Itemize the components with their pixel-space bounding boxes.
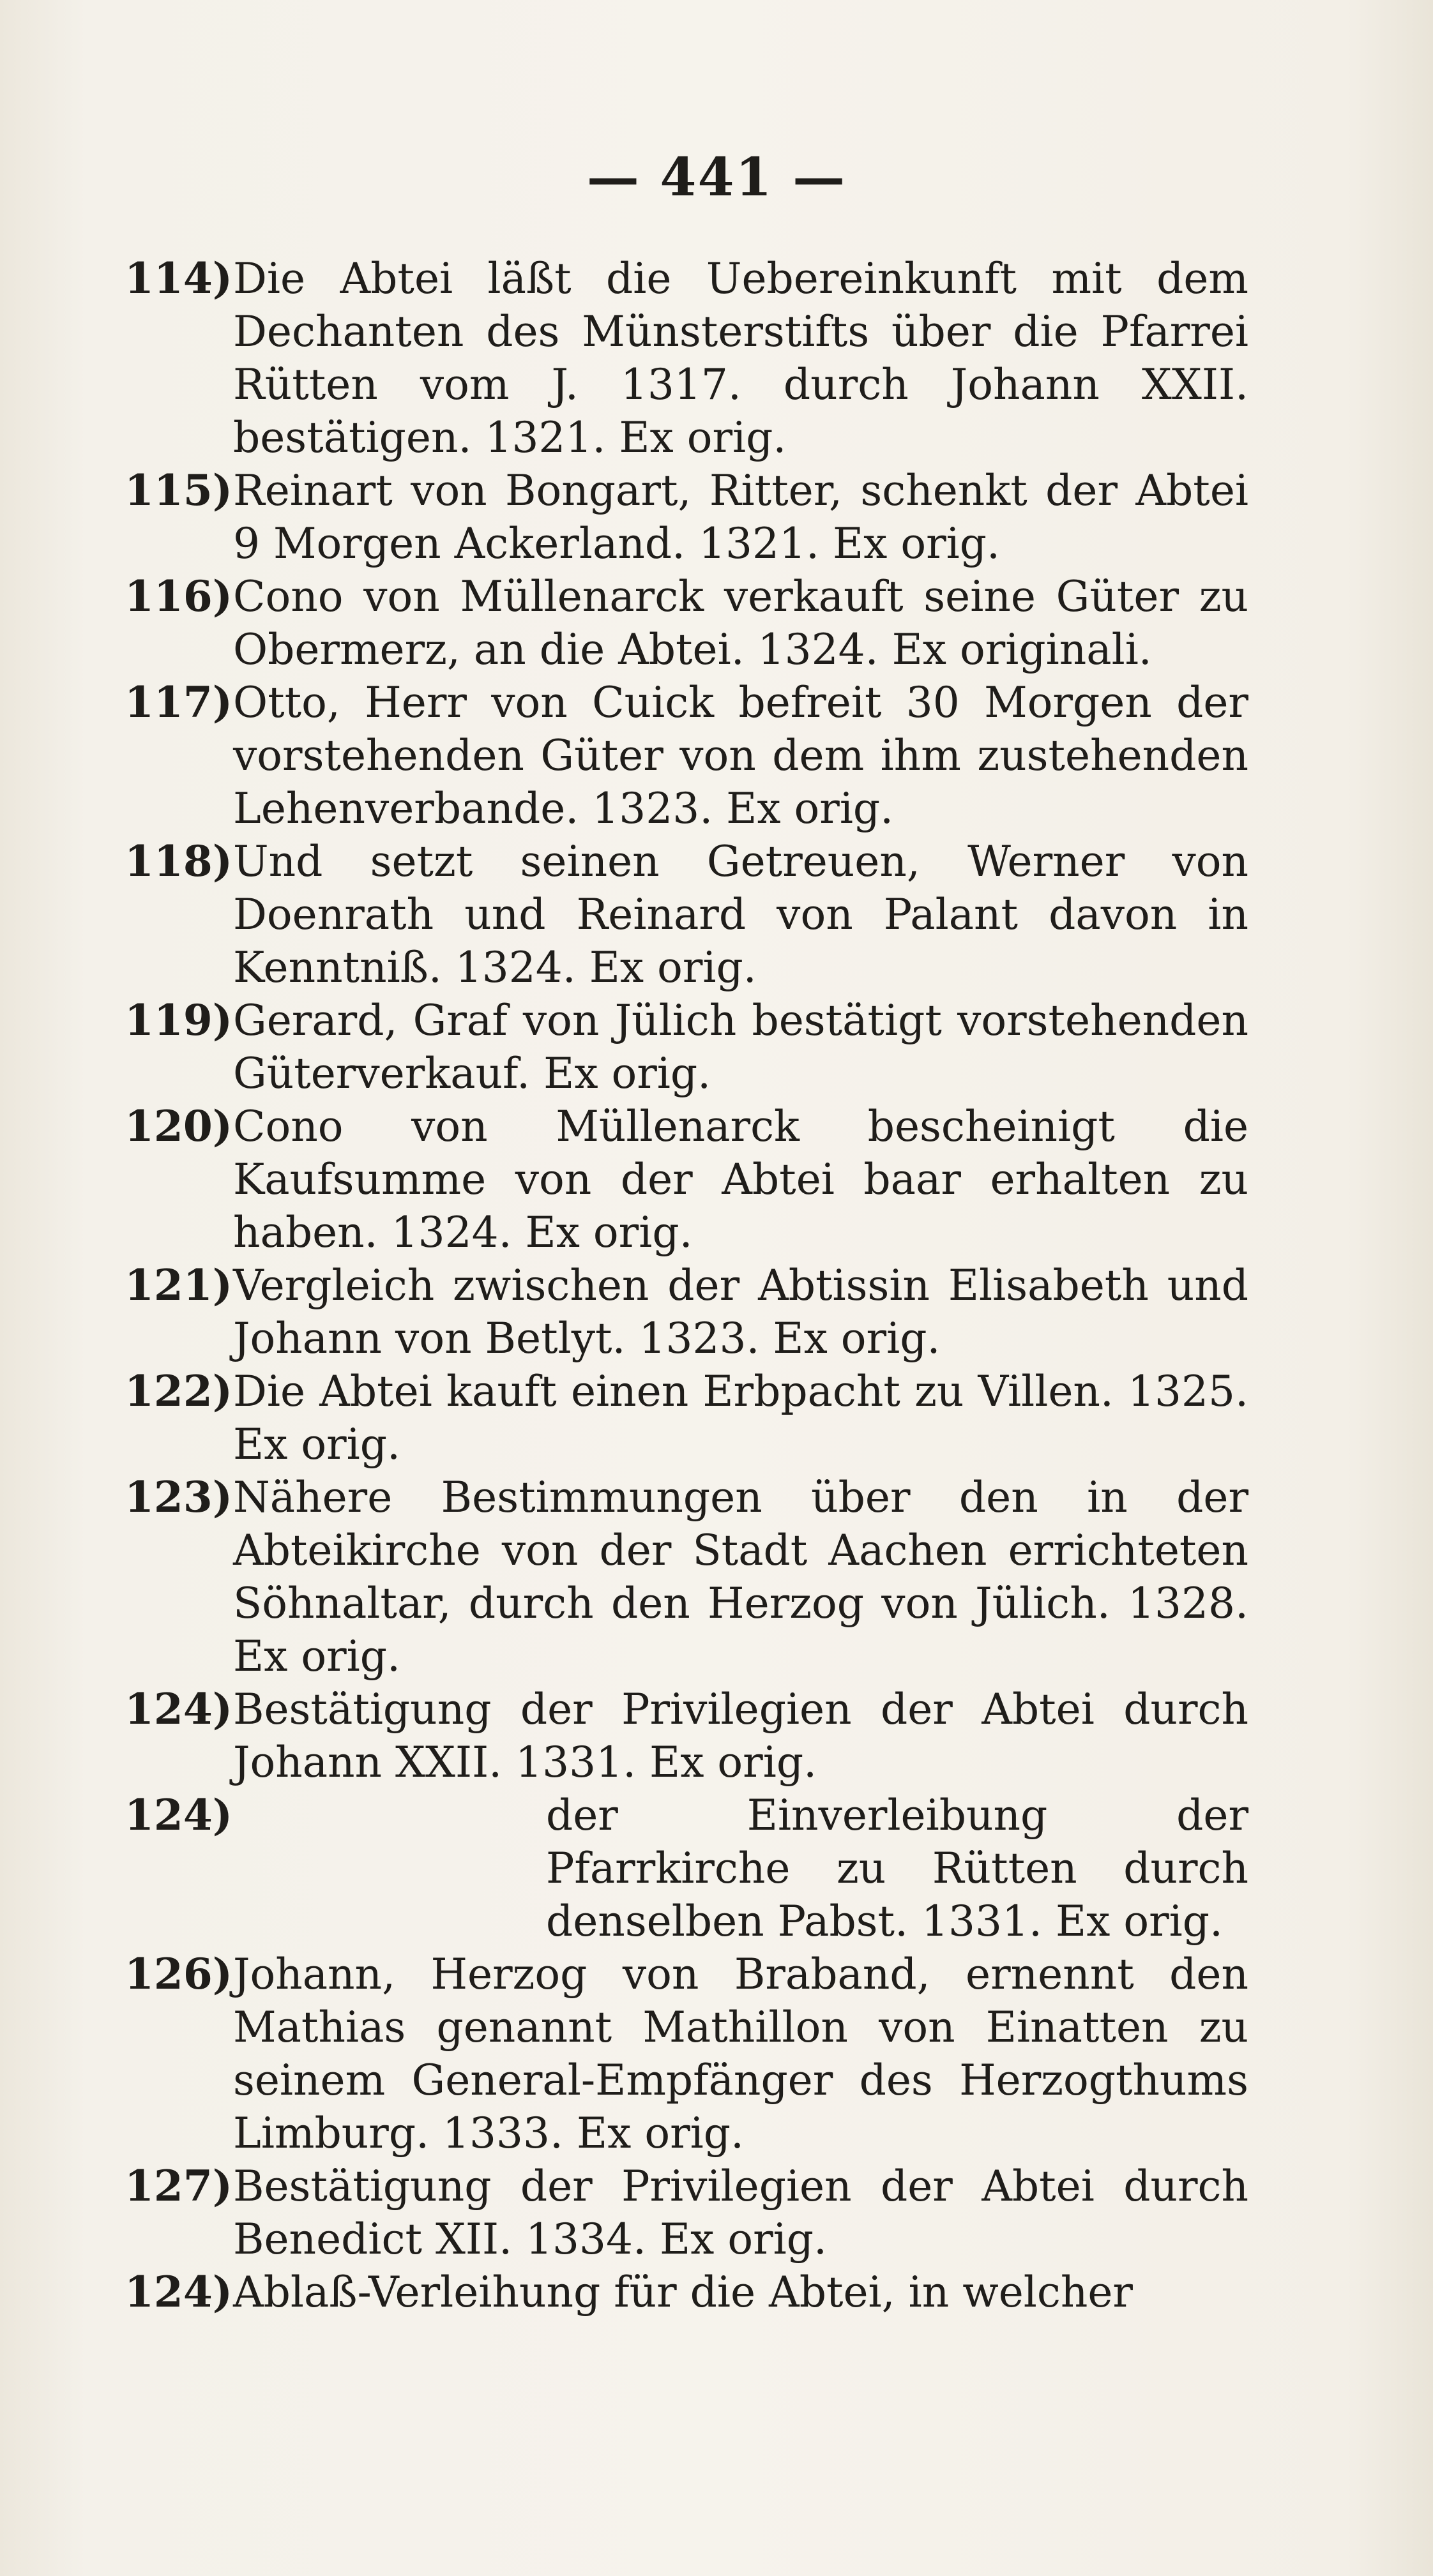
entry-number: 121) bbox=[125, 1260, 232, 1310]
entry-text: Otto, Herr von Cuick befreit 30 Morgen der vorstehenden Güter von dem ihm zustehenden Lehenverbande. 1323. Ex orig. bbox=[233, 678, 1248, 833]
entry-text: Die Abtei läßt die Uebereinkunft mit dem Dechanten des Münsterstifts über die Pfarrei Rütten vom J. 1317. durch Johann XXII. bestätigen. 1321. Ex orig. bbox=[233, 254, 1248, 462]
entry-number: 123) bbox=[125, 1472, 232, 1522]
list-item bbox=[125, 2266, 1248, 2319]
entry-number: 118) bbox=[125, 836, 232, 886]
entry-text: Bestätigung der Privilegien der Abtei durch Johann XXII. 1331. Ex orig. bbox=[233, 1685, 1248, 1787]
entry-number: 126) bbox=[125, 1949, 232, 1999]
entry-number: 116) bbox=[125, 571, 232, 621]
entry-number: 124) bbox=[125, 1790, 232, 1840]
page-number: — 441 — bbox=[586, 147, 847, 208]
entry-text: Nähere Bestimmungen über den in der Abteikirche von der Stadt Aachen errichteten Söhnaltar, durch den Herzog von Jülich. 1328. Ex orig. bbox=[233, 1473, 1248, 1681]
entry-number: 127) bbox=[125, 2161, 232, 2211]
entry-text: Gerard, Graf von Jülich bestätigt vorstehenden Güterverkauf. Ex orig. bbox=[233, 996, 1248, 1098]
list-item bbox=[125, 1365, 1248, 1471]
entry-number: 119) bbox=[125, 995, 232, 1045]
list-item bbox=[125, 1948, 1248, 2160]
entry-text: Cono von Müllenarck verkauft seine Güter zu Obermerz, an die Abtei. 1324. Ex originali. bbox=[233, 572, 1248, 674]
list-item bbox=[125, 835, 1248, 994]
list-item bbox=[125, 1789, 1248, 1948]
entry-number: 124) bbox=[125, 1684, 232, 1734]
list-item bbox=[125, 252, 1248, 464]
entry-text: Vergleich zwischen der Abtissin Elisabeth und Johann von Betlyt. 1323. Ex orig. bbox=[233, 1261, 1248, 1363]
entry-text: Und setzt seinen Getreuen, Werner von Doenrath und Reinard von Palant davon in Kenntniß. 1324. Ex orig. bbox=[233, 837, 1248, 992]
entry-number: 117) bbox=[125, 677, 232, 727]
entry-text: der Einverleibung der Pfarrkirche zu Rütten durch denselben Pabst. 1331. Ex orig. bbox=[546, 1791, 1248, 1946]
entry-text: Johann, Herzog von Braband, ernennt den Mathias genannt Mathillon von Einatten zu seinem General-Empfänger des Herzogthums Limburg. 1333. Ex orig. bbox=[233, 1950, 1248, 2158]
list-item bbox=[125, 1100, 1248, 1259]
list-item bbox=[125, 1471, 1248, 1683]
list-item bbox=[125, 2160, 1248, 2266]
list-item bbox=[125, 464, 1248, 570]
list-item bbox=[125, 570, 1248, 676]
list-item bbox=[125, 1683, 1248, 1789]
list-item bbox=[125, 994, 1248, 1100]
entry-text: Reinart von Bongart, Ritter, schenkt der Abtei 9 Morgen Ackerland. 1321. Ex orig. bbox=[233, 466, 1248, 568]
entry-text: Die Abtei kauft einen Erbpacht zu Villen. 1325. Ex orig. bbox=[233, 1367, 1248, 1469]
entry-number: 122) bbox=[125, 1366, 232, 1416]
entry-text: Cono von Müllenarck bescheinigt die Kaufsumme von der Abtei baar erhalten zu haben. 1324. Ex orig. bbox=[233, 1102, 1248, 1257]
entry-number: 124) bbox=[125, 2267, 232, 2317]
list-item bbox=[125, 1259, 1248, 1365]
list-item bbox=[125, 676, 1248, 835]
entry-text: Bestätigung der Privilegien der Abtei durch Benedict XII. 1334. Ex orig. bbox=[233, 2162, 1248, 2264]
entry-number: 120) bbox=[125, 1101, 232, 1151]
entry-text: Ablaß-Verleihung für die Abtei, in welcher bbox=[233, 2268, 1133, 2317]
entry-number: 115) bbox=[125, 465, 232, 515]
entry-number: 114) bbox=[125, 253, 232, 303]
entry-list bbox=[125, 252, 1248, 2319]
